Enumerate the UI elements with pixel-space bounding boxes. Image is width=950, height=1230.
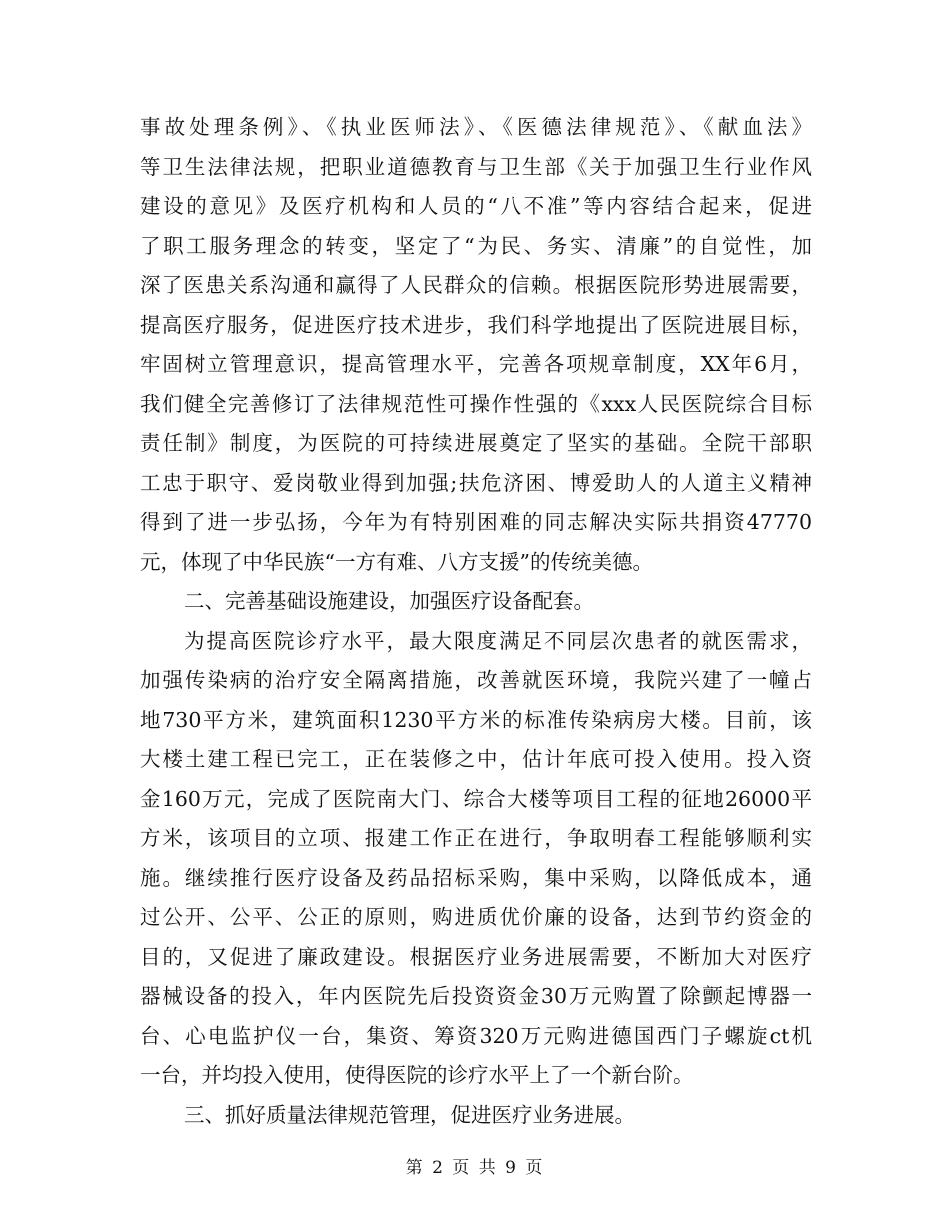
paragraph-line: 建设的意见》及医疗机构和人员的“八不准”等内容结合起来，促进 [140, 194, 812, 218]
paragraph-line: 深了医患关系沟通和赢得了人民群众的信赖。根据医院形势进展需要， [140, 273, 812, 297]
paragraph-line: 加强传染病的治疗安全隔离措施，改善就医环境，我院兴建了一幢占 [140, 668, 812, 692]
paragraph-line: 地730平方米，建筑面积1230平方米的标准传染病房大楼。目前，该 [140, 707, 812, 732]
paragraph-line: 大楼土建工程已完工，正在装修之中，估计年底可投入使用。投入资 [140, 747, 812, 771]
paragraph-line: 为提高医院诊疗水平，最大限度满足不同层次患者的就医需求， [184, 628, 812, 653]
section-heading: 二、完善基础设施建设，加强医疗设备配套。 [184, 589, 594, 613]
paragraph-line: 一台，并均投入使用，使得医院的诊疗水平上了一个新台阶。 [140, 1063, 694, 1087]
paragraph-line: 施。继续推行医疗设备及药品招标采购，集中采购，以降低成本，通 [140, 865, 812, 890]
paragraph-line: 过公开、公平、公正的原则，购进质优价廉的设备，达到节约资金的 [140, 905, 812, 929]
paragraph-line: 我们健全完善修订了法律规范性可操作性强的《xxx人民医院综合目标 [140, 391, 812, 416]
paragraph-line: 事故处理条例》、《执业医师法》、《医德法律规范》、《献血法》 [140, 115, 812, 139]
paragraph-line: 工忠于职守、爱岗敬业得到加强;扶危济困、博爱助人的人道主义精神 [140, 470, 812, 495]
section-heading: 三、抓好质量法律规范管理，促进医疗业务进展。 [184, 1102, 635, 1127]
paragraph-line: 等卫生法律法规，把职业道德教育与卫生部《关于加强卫生行业作风 [140, 154, 812, 179]
paragraph-line: 金160万元，完成了医院南大门、综合大楼等项目工程的征地26000平 [140, 786, 812, 811]
paragraph-line: 台、心电监护仪一台，集资、筹资320万元购进德国西门子螺旋ct机 [140, 1023, 812, 1048]
document-body [140, 108, 812, 1135]
paragraph-line: 责任制》制度，为医院的可持续进展奠定了坚实的基础。全院干部职 [140, 431, 812, 455]
paragraph-line: 元，体现了中华民族“一方有难、八方支援”的传统美德。 [140, 549, 653, 574]
page-footer: 第 2 页 共 9 页 [405, 1158, 545, 1178]
paragraph-line: 了职工服务理念的转变，坚定了“为民、务实、清廉”的自觉性，加 [140, 233, 812, 258]
paragraph-line: 器械设备的投入，年内医院先后投资资金30万元购置了除颤起博器一 [140, 984, 812, 1008]
paragraph-line: 方米，该项目的立项、报建工作正在进行，争取明春工程能够顺利实 [140, 826, 812, 850]
paragraph-line: 得到了进一步弘扬，今年为有特别困难的同志解决实际共捐资47770 [140, 510, 812, 534]
paragraph-line: 牢固树立管理意识，提高管理水平，完善各项规章制度，XX年6月， [140, 352, 812, 376]
paragraph-line: 提高医疗服务，促进医疗技术进步，我们科学地提出了医院进展目标， [140, 312, 812, 337]
paragraph-line: 目的，又促进了廉政建设。根据医疗业务进展需要，不断加大对医疗 [140, 944, 812, 969]
